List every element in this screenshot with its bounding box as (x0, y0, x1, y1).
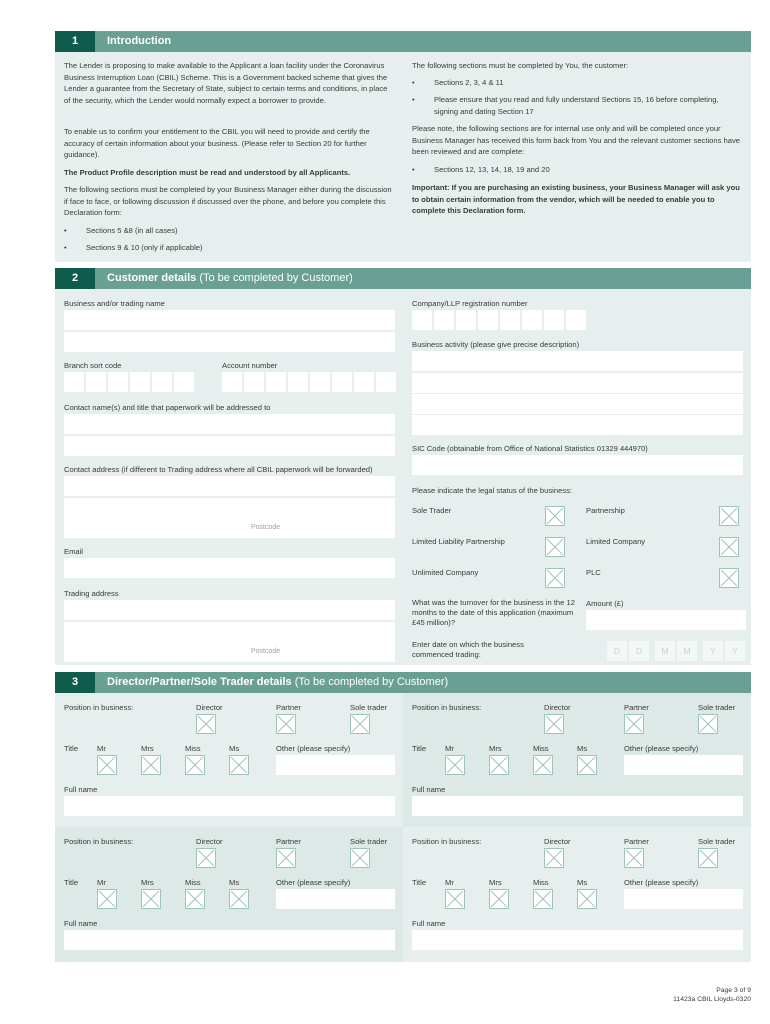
partner-checkbox[interactable] (276, 714, 296, 734)
title-mrs-checkbox[interactable] (489, 889, 509, 909)
legal-option-label: Sole Trader (412, 506, 452, 515)
sole-trader-checkbox[interactable] (698, 848, 718, 868)
company-reg-digit[interactable] (522, 310, 542, 330)
position-label: Position in business: (412, 837, 482, 846)
title-mr-checkbox[interactable] (445, 755, 465, 775)
commenced-date-cell[interactable]: Y (703, 641, 723, 661)
account-number-digit[interactable] (354, 372, 374, 392)
plc-checkbox[interactable] (719, 568, 739, 588)
commenced-date-cell[interactable]: M (677, 641, 697, 661)
llp-checkbox[interactable] (545, 537, 565, 557)
section-number: 3 (55, 672, 95, 693)
amount-digit[interactable] (686, 610, 706, 630)
other-title-input[interactable] (276, 755, 395, 775)
position-option-label: Sole trader (698, 703, 736, 712)
section-title-main: Director/Partner/Sole Trader details (107, 676, 292, 688)
section-title-main: Customer details (107, 272, 197, 284)
bullet-item: Please ensure that you read and fully understand Sections 15, 16 before completing, signing and dating Section 17 (434, 95, 719, 116)
other-title-label: Other (please specify) (624, 878, 699, 887)
legal-option-label: PLC (586, 568, 601, 577)
trading-address-input-1[interactable] (64, 600, 395, 620)
position-option-label: Partner (624, 703, 649, 712)
company-reg-digit[interactable] (412, 310, 432, 330)
account-number-digit[interactable] (332, 372, 352, 392)
position-option-label: Director (544, 837, 571, 846)
title-option-label: Mrs (141, 878, 154, 887)
bullet-item: Sections 5 &8 (in all cases) (86, 226, 178, 235)
sic-code-label: SIC Code (obtainable from Office of National Statistics 01329 444970) (412, 444, 648, 453)
partnership-checkbox[interactable] (719, 506, 739, 526)
title-option-label: Mrs (141, 744, 154, 753)
amount-digit[interactable] (626, 610, 646, 630)
partner-checkbox[interactable] (276, 848, 296, 868)
position-option-label: Director (196, 837, 223, 846)
position-option-label: Sole trader (350, 837, 388, 846)
section-title (107, 268, 353, 289)
title-option-label: Mrs (489, 744, 502, 753)
intro-paragraph: Please note, the following sections are for internal use only and will be completed once your Business Manager has received this form back from You and the relevant customer sections have been reviewed and are complete: (412, 124, 740, 156)
full-name-label: Full name (412, 919, 446, 928)
commenced-label: Enter date on which the business commenced trading: (412, 640, 524, 659)
section-3-header (55, 672, 751, 693)
section-title (107, 672, 448, 693)
trading-postcode-input[interactable] (64, 642, 395, 662)
limited-company-checkbox[interactable] (719, 537, 739, 557)
legal-option-label: Limited Company (586, 537, 646, 546)
title-label: Title (64, 878, 79, 887)
partner-checkbox[interactable] (624, 714, 644, 734)
intro-paragraph: The following sections must be completed by your Business Manager either during the discussion if face to face, or following discussion if discussed over the phone, and before you complete this Declaration form: (64, 185, 392, 217)
unlimited-company-checkbox[interactable] (545, 568, 565, 588)
sort-code-digit[interactable] (152, 372, 172, 392)
bullet-dot: • (412, 165, 415, 174)
section-2-header (55, 268, 751, 289)
legal-option-label: Partnership (586, 506, 625, 515)
title-mrs-checkbox[interactable] (141, 889, 161, 909)
bullet-item: Sections 2, 3, 4 & 11 (434, 78, 504, 87)
position-option-label: Partner (276, 837, 301, 846)
position-label: Position in business: (64, 703, 134, 712)
commenced-date-cell[interactable]: Y (725, 641, 745, 661)
account-number-digit[interactable] (266, 372, 286, 392)
full-name-input[interactable] (64, 930, 395, 950)
title-option-label: Miss (533, 744, 549, 753)
title-ms-checkbox[interactable] (577, 889, 597, 909)
title-ms-checkbox[interactable] (577, 755, 597, 775)
sort-code-digit[interactable] (64, 372, 84, 392)
section-subtitle: (To be completed by Customer) (199, 272, 353, 284)
other-title-label: Other (please specify) (276, 878, 351, 887)
title-option-label: Mr (97, 744, 106, 753)
title-option-label: Miss (185, 744, 201, 753)
title-mr-checkbox[interactable] (445, 889, 465, 909)
legal-option-label: Unlimited Company (412, 568, 479, 577)
sort-code-digit[interactable] (86, 372, 106, 392)
contact-name-input-2[interactable] (64, 436, 395, 456)
company-reg-digit[interactable] (456, 310, 476, 330)
sort-code-digit[interactable] (108, 372, 128, 392)
title-mrs-checkbox[interactable] (141, 755, 161, 775)
title-option-label: Miss (533, 878, 549, 887)
legal-status-label: Please indicate the legal status of the business: (412, 486, 572, 495)
position-option-label: Director (196, 703, 223, 712)
title-option-label: Mrs (489, 878, 502, 887)
full-name-input[interactable] (412, 796, 743, 816)
position-option-label: Sole trader (350, 703, 388, 712)
contact-name-label: Contact name(s) and title that paperwork will be addressed to (64, 403, 271, 412)
form-code: 11423a CBIL Lloyds-0320 (673, 996, 751, 1003)
title-option-label: Ms (577, 744, 588, 753)
bullet-dot: • (64, 243, 67, 252)
contact-address-label: Contact address (if different to Trading address where all CBIL paperwork will be forwarded) (64, 465, 373, 474)
section-title: Introduction (107, 35, 172, 47)
commenced-date-cell[interactable]: D (607, 641, 627, 661)
contact-name-input-1[interactable] (64, 414, 395, 434)
sort-code-label: Branch sort code (64, 361, 122, 370)
amount-digit[interactable] (646, 610, 666, 630)
company-reg-digit[interactable] (478, 310, 498, 330)
sole-trader-checkbox[interactable] (698, 714, 718, 734)
title-option-label: Miss (185, 878, 201, 887)
trading-address-label: Trading address (64, 589, 119, 598)
section-subtitle: (To be completed by Customer) (294, 676, 449, 688)
business-name-input-1[interactable] (64, 310, 395, 330)
contact-address-input-1[interactable] (64, 476, 395, 496)
bullet-dot: • (64, 226, 67, 235)
postcode-label: Postcode (251, 524, 281, 531)
partner-checkbox[interactable] (624, 848, 644, 868)
turnover-label: What was the turnover for the business in the 12 months to the date of this application (maximum £45 million)? (412, 598, 575, 627)
position-option-label: Sole trader (698, 837, 736, 846)
position-option-label: Partner (624, 837, 649, 846)
director-checkbox[interactable] (196, 848, 216, 868)
other-title-input[interactable] (624, 889, 743, 909)
business-activity-input-2[interactable] (412, 373, 743, 393)
intro-paragraph-bold: The Product Profile description must be read and understood by all Applicants. (64, 168, 351, 177)
amount-digit[interactable] (586, 610, 606, 630)
trading-address-input-2[interactable] (64, 622, 395, 642)
business-name-input-2[interactable] (64, 332, 395, 352)
title-miss-checkbox[interactable] (533, 755, 553, 775)
section-1-header (55, 31, 751, 52)
amount-digit[interactable] (666, 610, 686, 630)
commenced-date-cell[interactable]: M (655, 641, 675, 661)
legal-option-label: Limited Liability Partnership (412, 537, 505, 546)
position-label: Position in business: (412, 703, 482, 712)
amount-digit[interactable] (606, 610, 626, 630)
title-label: Title (412, 878, 427, 887)
company-reg-digit[interactable] (566, 310, 586, 330)
title-option-label: Ms (577, 878, 588, 887)
other-title-label: Other (please specify) (624, 744, 699, 753)
postcode-label: Postcode (251, 648, 281, 655)
bullet-item: Sections 9 & 10 (only if applicable) (86, 243, 203, 252)
commenced-date-cell[interactable]: D (629, 641, 649, 661)
director-checkbox[interactable] (544, 714, 564, 734)
full-name-label: Full name (412, 785, 446, 794)
account-number-digit[interactable] (222, 372, 242, 392)
title-ms-checkbox[interactable] (229, 889, 249, 909)
account-number-digit[interactable] (310, 372, 330, 392)
sort-code-digit[interactable] (130, 372, 150, 392)
email-input[interactable] (64, 558, 395, 578)
amount-digit[interactable] (706, 610, 726, 630)
director-checkbox[interactable] (544, 848, 564, 868)
full-name-input[interactable] (64, 796, 395, 816)
title-label: Title (64, 744, 79, 753)
position-option-label: Director (544, 703, 571, 712)
bullet-dot: • (412, 95, 415, 104)
page-number: Page 3 of 9 (716, 987, 751, 994)
sic-code-input[interactable] (412, 455, 743, 475)
full-name-label: Full name (64, 919, 98, 928)
title-miss-checkbox[interactable] (185, 889, 205, 909)
intro-paragraph: The following sections must be completed by You, the customer: (412, 61, 629, 70)
title-option-label: Mr (97, 878, 106, 887)
business-activity-input-1[interactable] (412, 351, 743, 371)
title-label: Title (412, 744, 427, 753)
account-number-label: Account number (222, 361, 278, 370)
business-activity-label: Business activity (please give precise description) (412, 340, 580, 349)
sole-trader-checkbox[interactable] (545, 506, 565, 526)
account-number-digit[interactable] (376, 372, 396, 392)
email-label: Email (64, 547, 83, 556)
account-number-digit[interactable] (288, 372, 308, 392)
title-miss-checkbox[interactable] (533, 889, 553, 909)
other-title-input[interactable] (276, 889, 395, 909)
amount-label: Amount (£) (586, 599, 624, 608)
business-name-label: Business and/or trading name (64, 299, 165, 308)
sole-trader-checkbox[interactable] (350, 848, 370, 868)
title-option-label: Ms (229, 744, 240, 753)
sole-trader-checkbox[interactable] (350, 714, 370, 734)
contact-postcode-input[interactable] (64, 518, 395, 538)
business-activity-input-4[interactable] (412, 415, 743, 435)
intro-paragraph: The Lender is proposing to make available to the Applicant a loan facility under the Coronavirus Business Interruption Loan (CBIL) Scheme. This is a Government backed scheme that gives the Lender a guarantee from the Secretary of State, subject to certain terms and conditions, in place of the security, which the Lender would normally expect a borrower to provide. (64, 61, 388, 105)
title-mr-checkbox[interactable] (97, 755, 117, 775)
section-number: 2 (55, 268, 95, 289)
position-label: Position in business: (64, 837, 134, 846)
position-option-label: Partner (276, 703, 301, 712)
bullet-item: Sections 12, 13, 14, 18, 19 and 20 (434, 165, 550, 174)
title-option-label: Ms (229, 878, 240, 887)
section-number: 1 (55, 31, 95, 52)
company-reg-digit[interactable] (434, 310, 454, 330)
title-option-label: Mr (445, 744, 454, 753)
intro-paragraph: To enable us to confirm your entitlement to the CBIL you will need to provide and certify the accuracy of certain information about your business. (Please refer to Section 20 for further guidance). (64, 127, 370, 159)
company-reg-label: Company/LLP registration number (412, 299, 528, 308)
full-name-input[interactable] (412, 930, 743, 950)
sort-code-digit[interactable] (174, 372, 194, 392)
other-title-input[interactable] (624, 755, 743, 775)
important-note: Important: If you are purchasing an existing business, your Business Manager will ask you to obtain certain information from the vendor, which will be needed to enable you to complete this Declaration form. (412, 183, 740, 215)
director-checkbox[interactable] (196, 714, 216, 734)
title-mrs-checkbox[interactable] (489, 755, 509, 775)
full-name-label: Full name (64, 785, 98, 794)
title-mr-checkbox[interactable] (97, 889, 117, 909)
other-title-label: Other (please specify) (276, 744, 351, 753)
bullet-dot: • (412, 78, 415, 87)
contact-address-input-2[interactable] (64, 498, 395, 518)
title-miss-checkbox[interactable] (185, 755, 205, 775)
account-number-digit[interactable] (244, 372, 264, 392)
company-reg-digit[interactable] (544, 310, 564, 330)
title-option-label: Mr (445, 878, 454, 887)
title-ms-checkbox[interactable] (229, 755, 249, 775)
business-activity-input-3[interactable] (412, 394, 743, 414)
amount-digit[interactable] (726, 610, 746, 630)
company-reg-digit[interactable] (500, 310, 520, 330)
